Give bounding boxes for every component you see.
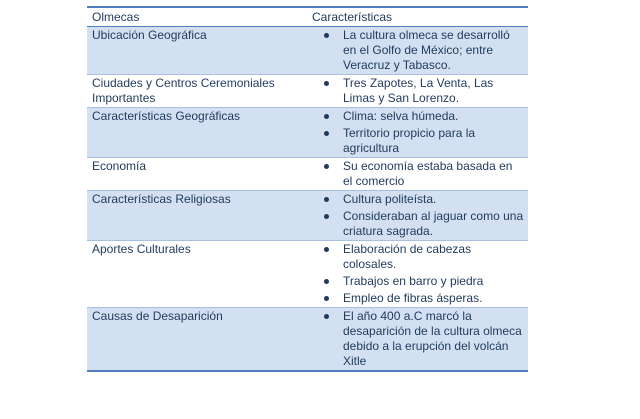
row-characteristics xyxy=(307,108,528,158)
list-item-text: Elaboración de cabezas colosales. xyxy=(343,242,472,271)
list-item xyxy=(312,209,524,239)
table-row xyxy=(87,191,528,241)
table-row xyxy=(87,241,528,308)
header-caracteristicas: Características xyxy=(307,7,528,27)
list-item-text: Trabajos en barro y piedra xyxy=(343,274,484,288)
row-characteristics xyxy=(307,308,528,372)
list-item xyxy=(312,109,524,124)
header-olmecas: Olmecas xyxy=(87,7,307,27)
bullet-icon xyxy=(324,114,329,119)
bullet-icon xyxy=(324,197,329,202)
list-item-text: La cultura olmeca se desarrolló en el Golfo de México; entre Veracruz y Tabasco. xyxy=(343,28,510,72)
bullet-icon xyxy=(324,279,329,284)
characteristics-list xyxy=(312,159,524,189)
bullet-icon xyxy=(324,164,329,169)
list-item-text: Consideraban al jaguar como una criatura sagrada. xyxy=(343,209,524,238)
row-label: Economía xyxy=(92,159,147,173)
table-body xyxy=(87,27,528,372)
list-item xyxy=(312,192,524,207)
list-item-text: Empleo de fibras ásperas. xyxy=(343,291,483,305)
row-label: Aportes Culturales xyxy=(92,242,191,256)
row-label: Ciudades y Centros Ceremoniales Importantes xyxy=(92,76,275,105)
list-item-text: Cultura politeísta. xyxy=(343,192,437,206)
characteristics-list xyxy=(312,192,524,239)
row-characteristics xyxy=(307,75,528,108)
list-item xyxy=(312,28,524,73)
characteristics-list xyxy=(312,242,524,306)
characteristics-list xyxy=(312,109,524,156)
table-row xyxy=(87,75,528,108)
row-label: Causas de Desaparición xyxy=(87,308,307,372)
bullet-icon xyxy=(324,247,329,252)
list-item-text: Tres Zapotes, La Venta, Las Limas y San Lorenzo. xyxy=(343,76,494,105)
list-item-text: Su economía estaba basada en el comercio xyxy=(343,159,513,188)
table-header xyxy=(87,7,528,27)
list-item xyxy=(312,76,524,106)
list-item xyxy=(312,309,524,369)
row-characteristics xyxy=(307,241,528,308)
list-item xyxy=(312,242,524,272)
table-row xyxy=(87,108,528,158)
list-item xyxy=(312,159,524,189)
row-characteristics xyxy=(307,27,528,75)
olmecas-table-container xyxy=(87,6,528,372)
row-label: Ubicación Geográfica xyxy=(87,27,307,75)
list-item-text: Clima: selva húmeda. xyxy=(343,109,459,123)
bullet-icon xyxy=(324,131,329,136)
table-row xyxy=(87,158,528,191)
row-characteristics xyxy=(307,158,528,191)
table-row xyxy=(87,27,528,75)
bullet-icon xyxy=(324,214,329,219)
list-item-text: Territorio propicio para la agricultura xyxy=(343,126,476,155)
list-item xyxy=(312,291,524,306)
row-label: Características Religiosas xyxy=(87,191,307,241)
bullet-icon xyxy=(324,296,329,301)
list-item-text: El año 400 a.C marcó la desaparición de la cultura olmeca debido a la erupción del volcán Xitle xyxy=(343,309,522,368)
bullet-icon xyxy=(324,81,329,86)
olmecas-table xyxy=(87,6,528,372)
characteristics-list xyxy=(312,28,524,73)
characteristics-list xyxy=(312,76,524,106)
row-label: Características Geográficas xyxy=(87,108,307,158)
header-row xyxy=(87,7,528,27)
bullet-icon xyxy=(324,33,329,38)
list-item xyxy=(312,274,524,289)
list-item xyxy=(312,126,524,156)
characteristics-list xyxy=(312,309,524,369)
row-characteristics xyxy=(307,191,528,241)
table-row xyxy=(87,308,528,372)
bullet-icon xyxy=(324,314,329,319)
